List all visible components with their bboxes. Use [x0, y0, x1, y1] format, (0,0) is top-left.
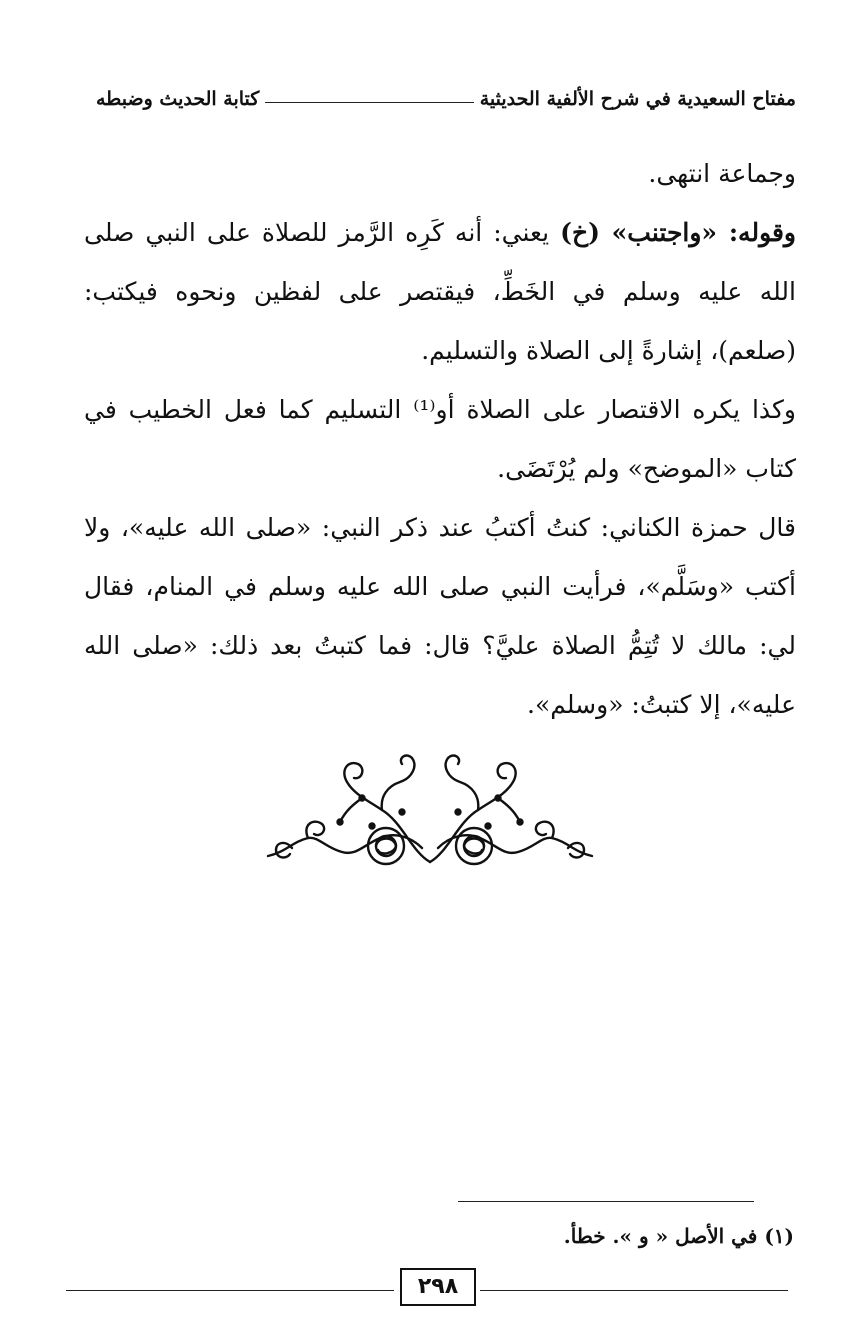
page-footer — [66, 1268, 788, 1312]
header-chapter-title: كتابة الحديث وضبطه — [96, 88, 260, 110]
footer-rule-left — [66, 1290, 394, 1291]
header-book-title: مفتاح السعيدية في شرح الألفية الحديثية — [479, 88, 796, 110]
running-header — [96, 84, 796, 114]
footer-rule-right — [480, 1290, 788, 1291]
footnote-separator — [458, 1201, 754, 1202]
paragraph-1: وجماعة انتهى. — [648, 159, 796, 188]
main-text — [84, 144, 796, 734]
header-rule — [265, 102, 473, 103]
page-number: ٢٩٨ — [400, 1268, 476, 1306]
paragraph-2-lead: وقوله: «واجتنب» (خ) — [560, 218, 797, 247]
footnote: (١) في الأصل « و ». خطأ. — [563, 1224, 794, 1248]
paragraph-2 — [84, 203, 796, 380]
paragraph-4: قال حمزة الكناني: كنتُ أكتبُ عند ذكر النبي: «صلى الله عليه»، ولا أكتب «وسَلَّم»، فرأيت النبي صلى الله عليه وسلم في المنام، فقال لي: مالك لا تُتِمُّ الصلاة عليَّ؟ قال: فما كتبتُ بعد ذلك: «صلى الله عليه»، إلا كتبتُ: «وسلم». — [84, 513, 796, 719]
paragraph-2-text: يعني: أنه كَرِه الرَّمز للصلاة على النبي صلى الله عليه وسلم في الخَطِّ، فيقتصر على لفظين ونحوه فيكتب: (صلعم)، إشارةً إلى الصلاة والتسليم. — [84, 218, 796, 365]
paragraph-3: وكذا يكره الاقتصار على الصلاة أو⁽¹⁾ التسليم كما فعل الخطيب في كتاب «الموضح» ولم يُرْتَضَى. — [84, 395, 797, 483]
floral-ornament-icon — [262, 752, 598, 882]
